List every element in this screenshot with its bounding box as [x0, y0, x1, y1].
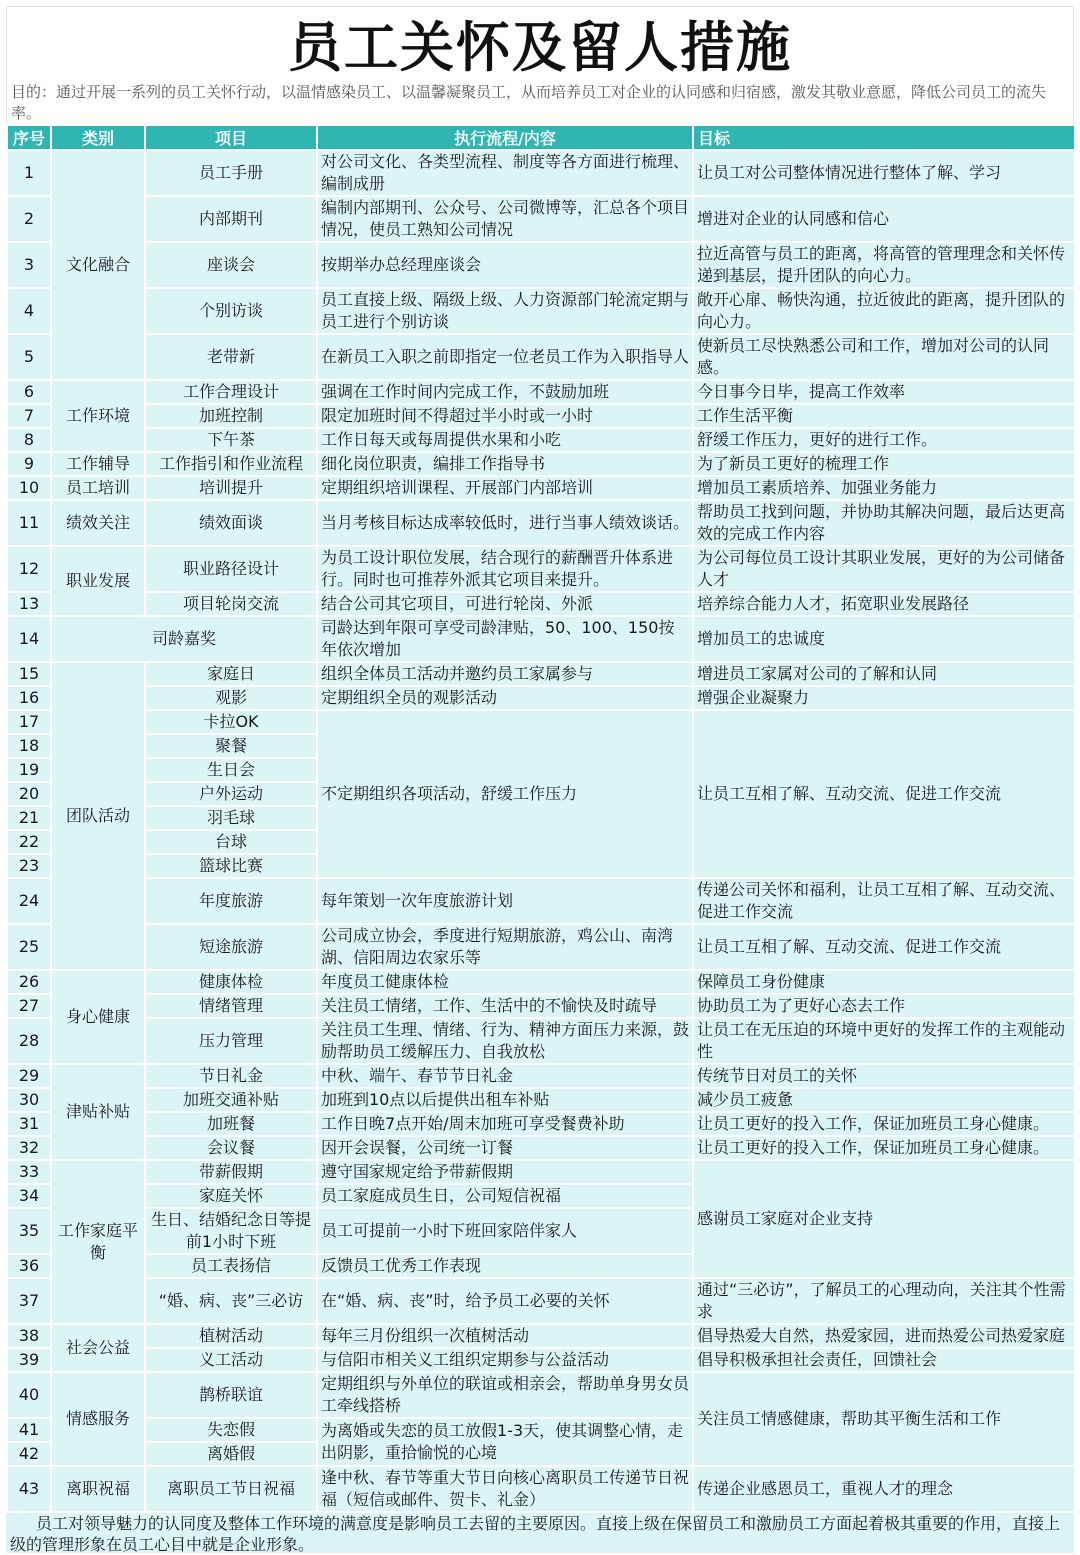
table-row — [7, 500, 1075, 546]
table-row — [7, 452, 1075, 476]
item-cell: 卡拉OK — [145, 710, 317, 734]
row-number: 13 — [7, 592, 51, 616]
content-cell: 为离婚或失恋的员工放假1-3天，使其调整心情，走出阴影，重拾愉悦的心境 — [317, 1418, 693, 1466]
header-item: 项目 — [145, 125, 317, 150]
row-number: 10 — [7, 476, 51, 500]
content-cell: 不定期组织各项活动，舒缓工作压力 — [317, 710, 693, 878]
goal-cell: 通过“三必访”，了解员工的心理动向，关注其个性需求 — [693, 1278, 1075, 1324]
row-number: 26 — [7, 970, 51, 994]
goal-cell: 帮助员工找到问题，并协助其解决问题，最后达更高效的完成工作内容 — [693, 500, 1075, 546]
item-cell: 加班交通补贴 — [145, 1088, 317, 1112]
goal-cell: 使新员工尽快熟悉公司和工作，增加对公司的认同感。 — [693, 334, 1075, 380]
goal-cell: 倡导积极承担社会责任，回馈社会 — [693, 1348, 1075, 1372]
category-cell: 社会公益 — [51, 1324, 145, 1372]
table-row — [7, 878, 1075, 924]
goal-cell: 传递企业感恩员工，重视人才的理念 — [693, 1466, 1075, 1512]
goal-cell: 为公司每位员工设计其职业发展，更好的为公司储备人才 — [693, 546, 1075, 592]
header-category: 类别 — [51, 125, 145, 150]
measures-table — [6, 124, 1076, 1513]
goal-cell: 敞开心扉、畅快沟通，拉近彼此的距离，提升团队的向心力。 — [693, 288, 1075, 334]
goal-cell: 协助员工为了更好心态去工作 — [693, 994, 1075, 1018]
row-number: 33 — [7, 1160, 51, 1184]
item-cell: 聚餐 — [145, 734, 317, 758]
content-cell: 年度员工健康体检 — [317, 970, 693, 994]
item-cell: 下午茶 — [145, 428, 317, 452]
content-cell: 司龄达到年限可享受司龄津贴，50、100、150按年依次增加 — [317, 616, 693, 662]
row-number: 20 — [7, 782, 51, 806]
goal-cell: 倡导热爱大自然，热爱家园，进而热爱公司热爱家庭 — [693, 1324, 1075, 1348]
row-number: 7 — [7, 404, 51, 428]
row-number: 8 — [7, 428, 51, 452]
content-cell: 当月考核目标达成率较低时，进行当事人绩效谈话。 — [317, 500, 693, 546]
content-cell: 编制内部期刊、公众号、公司微博等，汇总各个项目情况，使员工熟知公司情况 — [317, 196, 693, 242]
row-number: 14 — [7, 616, 51, 662]
row-number: 4 — [7, 288, 51, 334]
item-cell: 义工活动 — [145, 1348, 317, 1372]
content-cell: 工作日每天或每周提供水果和小吃 — [317, 428, 693, 452]
item-cell: 节日礼金 — [145, 1064, 317, 1088]
table-row — [7, 476, 1075, 500]
goal-cell: 减少员工疲惫 — [693, 1088, 1075, 1112]
category-cell: 工作家庭平衡 — [51, 1160, 145, 1324]
row-number: 27 — [7, 994, 51, 1018]
goal-cell: 增加员工素质培养、加强业务能力 — [693, 476, 1075, 500]
row-number: 36 — [7, 1254, 51, 1278]
table-row — [7, 1112, 1075, 1136]
content-cell: 结合公司其它项目，可进行轮岗、外派 — [317, 592, 693, 616]
row-number: 18 — [7, 734, 51, 758]
table-row — [7, 686, 1075, 710]
item-cell: 老带新 — [145, 334, 317, 380]
goal-cell: 为了新员工更好的梳理工作 — [693, 452, 1075, 476]
category-cell: 离职祝福 — [51, 1466, 145, 1512]
item-cell: 项目轮岗交流 — [145, 592, 317, 616]
row-number: 16 — [7, 686, 51, 710]
header-content: 执行流程/内容 — [317, 125, 693, 150]
content-cell: 逢中秋、春节等重大节日向核心离职员工传递节日祝福（短信或邮件、贺卡、礼金） — [317, 1466, 693, 1512]
row-number: 28 — [7, 1018, 51, 1064]
goal-cell: 让员工更好的投入工作，保证加班员工身心健康。 — [693, 1112, 1075, 1136]
content-cell: 定期组织与外单位的联谊或相亲会，帮助单身男女员工牵线搭桥 — [317, 1372, 693, 1418]
goal-cell: 传递公司关怀和福利，让员工互相了解、互动交流、促进工作交流 — [693, 878, 1075, 924]
item-cell: 工作指引和作业流程 — [145, 452, 317, 476]
header-no: 序号 — [7, 125, 51, 150]
content-cell: 在“婚、病、丧”时，给予员工必要的关怀 — [317, 1278, 693, 1324]
content-cell: 定期组织培训课程、开展部门内部培训 — [317, 476, 693, 500]
category-cell: 团队活动 — [51, 662, 145, 970]
row-number: 39 — [7, 1348, 51, 1372]
table-row — [7, 1466, 1075, 1512]
row-number: 6 — [7, 380, 51, 404]
content-cell: 为员工设计职位发展，结合现行的薪酬晋升体系进行。同时也可推荐外派其它项目来提升。 — [317, 546, 693, 592]
category-cell: 工作辅导 — [51, 452, 145, 476]
content-cell: 限定加班时间不得超过半小时或一小时 — [317, 404, 693, 428]
goal-cell: 让员工在无压迫的环境中更好的发挥工作的主观能动性 — [693, 1018, 1075, 1064]
table-row — [7, 334, 1075, 380]
row-number: 40 — [7, 1372, 51, 1418]
item-cell: 情绪管理 — [145, 994, 317, 1018]
category-cell: 身心健康 — [51, 970, 145, 1064]
table-row — [7, 1372, 1075, 1418]
item-cell: 绩效面谈 — [145, 500, 317, 546]
item-cell: 羽毛球 — [145, 806, 317, 830]
item-cell: 带薪假期 — [145, 1160, 317, 1184]
row-number: 42 — [7, 1442, 51, 1466]
content-cell: 定期组织全员的观影活动 — [317, 686, 693, 710]
goal-cell: 关注员工情感健康，帮助其平衡生活和工作 — [693, 1372, 1075, 1466]
category-cell: 文化融合 — [51, 150, 145, 380]
row-number: 24 — [7, 878, 51, 924]
page-title: 员工关怀及留人措施 — [288, 16, 792, 79]
content-cell: 因开会误餐，公司统一订餐 — [317, 1136, 693, 1160]
row-number: 2 — [7, 196, 51, 242]
row-number: 23 — [7, 854, 51, 878]
table-row — [7, 242, 1075, 288]
item-cell: 员工表扬信 — [145, 1254, 317, 1278]
row-number: 3 — [7, 242, 51, 288]
footer-text: 员工对领导魅力的认同度及整体工作环境的满意度是影响员工去留的主要原因。直接上级在保留员工和激励员工方面起着极其重要的作用，直接上级的管理形象在员工心目中就是企业形象。 — [10, 1514, 1061, 1554]
goal-cell: 保障员工身份健康 — [693, 970, 1075, 994]
goal-cell: 让员工更好的投入工作，保证加班员工身心健康。 — [693, 1136, 1075, 1160]
item-cell: 内部期刊 — [145, 196, 317, 242]
item-cell: 员工手册 — [145, 150, 317, 196]
header-goal: 目标 — [693, 125, 1075, 150]
row-number: 22 — [7, 830, 51, 854]
goal-cell: 感谢员工家庭对企业支持 — [693, 1160, 1075, 1278]
content-cell: 遵守国家规定给予带薪假期 — [317, 1160, 693, 1184]
item-cell: 工作合理设计 — [145, 380, 317, 404]
table-row — [7, 710, 1075, 734]
item-cell: 年度旅游 — [145, 878, 317, 924]
title-box — [6, 6, 1074, 80]
item-cell: “婚、病、丧”三必访 — [145, 1278, 317, 1324]
goal-cell: 拉近高管与员工的距离，将高管的管理理念和关怀传递到基层，提升团队的向心力。 — [693, 242, 1075, 288]
table-row — [7, 1324, 1075, 1348]
table-row — [7, 1018, 1075, 1064]
purpose-text: 目的：通过开展一系列的员工关怀行动，以温情感染员工、以温馨凝聚员工，从而培养员工对企业的认同感和归宿感，激发其敬业意愿，降低公司员工的流失率。 — [6, 80, 1074, 124]
goal-cell: 增加员工的忠诚度 — [693, 616, 1075, 662]
content-cell: 关注员工情绪，工作、生活中的不愉快及时疏导 — [317, 994, 693, 1018]
table-header-row — [7, 125, 1075, 150]
item-cell: 短途旅游 — [145, 924, 317, 970]
table-row — [7, 288, 1075, 334]
content-cell: 在新员工入职之前即指定一位老员工作为入职指导人 — [317, 334, 693, 380]
row-number: 1 — [7, 150, 51, 196]
content-cell: 细化岗位职责，编排工作指导书 — [317, 452, 693, 476]
row-number: 37 — [7, 1278, 51, 1324]
table-row — [7, 994, 1075, 1018]
row-number: 25 — [7, 924, 51, 970]
goal-cell: 舒缓工作压力，更好的进行工作。 — [693, 428, 1075, 452]
item-cell: 离职员工节日祝福 — [145, 1466, 317, 1512]
content-cell: 员工家庭成员生日，公司短信祝福 — [317, 1184, 693, 1208]
row-number: 30 — [7, 1088, 51, 1112]
item-cell: 台球 — [145, 830, 317, 854]
content-cell: 员工直接上级、隔级上级、人力资源部门轮流定期与员工进行个别访谈 — [317, 288, 693, 334]
table-row — [7, 970, 1075, 994]
row-number: 29 — [7, 1064, 51, 1088]
item-cell: 职业路径设计 — [145, 546, 317, 592]
row-number: 34 — [7, 1184, 51, 1208]
category-cell: 司龄嘉奖 — [51, 616, 317, 662]
item-cell: 个别访谈 — [145, 288, 317, 334]
item-cell: 加班餐 — [145, 1112, 317, 1136]
content-cell: 加班到10点以后提供出租车补贴 — [317, 1088, 693, 1112]
category-cell: 津贴补贴 — [51, 1064, 145, 1160]
row-number: 9 — [7, 452, 51, 476]
category-cell: 情感服务 — [51, 1372, 145, 1466]
content-cell: 强调在工作时间内完成工作，不鼓励加班 — [317, 380, 693, 404]
goal-cell: 培养综合能力人才，拓宽职业发展路径 — [693, 592, 1075, 616]
goal-cell: 增进员工家属对公司的了解和认同 — [693, 662, 1075, 686]
row-number: 31 — [7, 1112, 51, 1136]
table-row — [7, 616, 1075, 662]
item-cell: 篮球比赛 — [145, 854, 317, 878]
item-cell: 家庭日 — [145, 662, 317, 686]
item-cell: 观影 — [145, 686, 317, 710]
table-row — [7, 1348, 1075, 1372]
row-number: 41 — [7, 1418, 51, 1442]
item-cell: 生日会 — [145, 758, 317, 782]
table-row — [7, 662, 1075, 686]
table-row — [7, 1136, 1075, 1160]
row-number: 12 — [7, 546, 51, 592]
item-cell: 植树活动 — [145, 1324, 317, 1348]
content-cell: 组织全体员工活动并邀约员工家属参与 — [317, 662, 693, 686]
goal-cell: 让员工互相了解、互动交流、促进工作交流 — [693, 710, 1075, 878]
row-number: 35 — [7, 1208, 51, 1254]
row-number: 21 — [7, 806, 51, 830]
row-number: 43 — [7, 1466, 51, 1512]
category-cell: 员工培训 — [51, 476, 145, 500]
content-cell: 公司成立协会，季度进行短期旅游，鸡公山、南湾湖、信阳周边农家乐等 — [317, 924, 693, 970]
document-page — [6, 6, 1074, 1554]
item-cell: 户外运动 — [145, 782, 317, 806]
goal-cell: 增进对企业的认同感和信心 — [693, 196, 1075, 242]
table-row — [7, 1088, 1075, 1112]
content-cell: 每年策划一次年度旅游计划 — [317, 878, 693, 924]
item-cell: 加班控制 — [145, 404, 317, 428]
row-number: 38 — [7, 1324, 51, 1348]
goal-cell: 工作生活平衡 — [693, 404, 1075, 428]
item-cell: 培训提升 — [145, 476, 317, 500]
row-number: 17 — [7, 710, 51, 734]
content-cell: 关注员工生理、情绪、行为、精神方面压力来源，鼓励帮助员工缓解压力、自我放松 — [317, 1018, 693, 1064]
content-cell: 按期举办总经理座谈会 — [317, 242, 693, 288]
table-row — [7, 196, 1075, 242]
item-cell: 压力管理 — [145, 1018, 317, 1064]
table-row — [7, 1160, 1075, 1184]
table-row — [7, 546, 1075, 592]
goal-cell: 让员工互相了解、互动交流、促进工作交流 — [693, 924, 1075, 970]
table-row — [7, 592, 1075, 616]
goal-cell: 传统节日对员工的关怀 — [693, 1064, 1075, 1088]
table-row — [7, 404, 1075, 428]
content-cell: 对公司文化、各类型流程、制度等各方面进行梳理、编制成册 — [317, 150, 693, 196]
item-cell: 健康体检 — [145, 970, 317, 994]
item-cell: 生日、结婚纪念日等提前1小时下班 — [145, 1208, 317, 1254]
footer-note — [6, 1513, 1074, 1553]
content-cell: 工作日晚7点开始/周末加班可享受餐费补助 — [317, 1112, 693, 1136]
row-number: 19 — [7, 758, 51, 782]
table-row — [7, 150, 1075, 196]
content-cell: 与信阳市相关义工组织定期参与公益活动 — [317, 1348, 693, 1372]
category-cell: 职业发展 — [51, 546, 145, 616]
row-number: 11 — [7, 500, 51, 546]
content-cell: 每年三月份组织一次植树活动 — [317, 1324, 693, 1348]
content-cell: 员工可提前一小时下班回家陪伴家人 — [317, 1208, 693, 1254]
item-cell: 家庭关怀 — [145, 1184, 317, 1208]
item-cell: 座谈会 — [145, 242, 317, 288]
item-cell: 失恋假 — [145, 1418, 317, 1442]
goal-cell: 让员工对公司整体情况进行整体了解、学习 — [693, 150, 1075, 196]
table-row — [7, 428, 1075, 452]
row-number: 15 — [7, 662, 51, 686]
row-number: 32 — [7, 1136, 51, 1160]
item-cell: 会议餐 — [145, 1136, 317, 1160]
table-row — [7, 1278, 1075, 1324]
goal-cell: 增强企业凝聚力 — [693, 686, 1075, 710]
row-number: 5 — [7, 334, 51, 380]
table-row — [7, 1064, 1075, 1088]
category-cell: 工作环境 — [51, 380, 145, 452]
item-cell: 离婚假 — [145, 1442, 317, 1466]
item-cell: 鹊桥联谊 — [145, 1372, 317, 1418]
goal-cell: 今日事今日毕，提高工作效率 — [693, 380, 1075, 404]
table-row — [7, 380, 1075, 404]
content-cell: 中秋、端午、春节节日礼金 — [317, 1064, 693, 1088]
content-cell: 反馈员工优秀工作表现 — [317, 1254, 693, 1278]
table-row — [7, 924, 1075, 970]
category-cell: 绩效关注 — [51, 500, 145, 546]
